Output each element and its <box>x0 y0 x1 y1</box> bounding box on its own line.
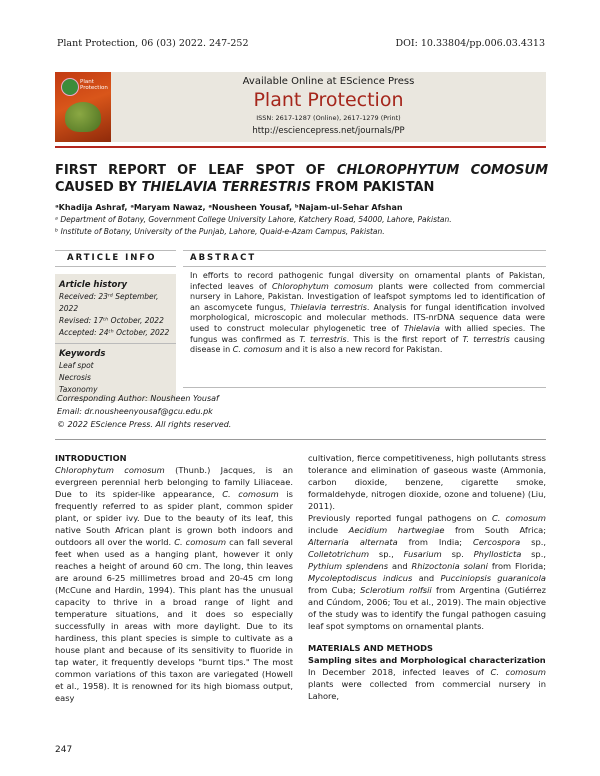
title-species-2: THIELAVIA TERRESTRIS <box>141 180 311 195</box>
page-number: 247 <box>55 745 73 755</box>
species-name: Alternaria alternata <box>308 537 398 547</box>
methods-paragraph <box>308 666 546 702</box>
pathogens-paragraph <box>308 512 546 632</box>
cover-title-line1: Plant <box>80 79 94 85</box>
abstract-species: T. terrestris <box>299 334 347 344</box>
species-name: Chlorophytum comosum <box>55 465 165 475</box>
body-text: (Thunb.) Jacques, is an evergreen perennial herb belonging to family Liliaceae. Due to its spider-like appearance, <box>55 465 293 499</box>
revised-date: Revised: 17ᵗʰ October, 2022 <box>59 316 164 325</box>
abstract-heading: ABSTRACT <box>190 253 257 263</box>
copyright-notice: © 2022 EScience Press. All rights reserved. <box>57 420 232 429</box>
body-text: from Argentina (Gutiérrez and Cúndom, 2006; Tou et al., 2019). The main objective of the study was to identify the fungal pathogen casuing leaf spot symptoms on ornamental plants. <box>308 585 546 631</box>
accepted-date: Accepted: 24ᵗʰ October, 2022 <box>59 328 170 337</box>
keyword-item: Leaf spot <box>59 361 94 370</box>
affiliation-a: ᵃ Department of Botany, Government College University Lahore, Katchery Road, 54000, Lahore, Pakistan. <box>55 215 452 224</box>
abstract-species: Thielavia <box>403 323 440 333</box>
species-name: C. comosum <box>490 667 546 677</box>
corresponding-author: Corresponding Author: Nousheen Yousaf <box>57 394 219 403</box>
abstract-part: In efforts to record pathogenic fungal diversity on ornamental plants of Pakistan, infected leaves of <box>190 271 545 291</box>
abstract-part: plants were collected from commercial nursery in Lahore, Pakistan. Investigation of leafspot symptoms led to identification of an ascomycete fungus, <box>190 281 545 312</box>
title-text-3: FROM PAKISTAN <box>310 180 435 195</box>
journal-logo-icon <box>61 78 79 96</box>
received-date: Received: 23ʳᵈ September, 2022 <box>59 292 159 313</box>
abstract-part: and it is also a new record for Pakistan. <box>282 345 443 355</box>
abstract-part: . This is the first report of <box>346 334 463 344</box>
sampling-subheading: Sampling sites and Morphological characterization <box>308 655 546 665</box>
body-text: from Florida; <box>487 561 546 571</box>
species-name: Cercospora <box>473 537 521 547</box>
running-header-citation: Plant Protection, 06 (03) 2022. 247-252 <box>57 38 249 49</box>
title-text-1: FIRST REPORT OF LEAF SPOT OF <box>55 163 337 178</box>
corresponding-email[interactable]: Email: dr.nousheenyousaf@gcu.edu.pk <box>57 407 213 416</box>
affiliation-b: ᵇ Institute of Botany, University of the Punjab, Lahore, Quaid-e-Azam Campus, Pakistan. <box>55 227 385 236</box>
article-info-heading: ARTICLE INFO <box>67 253 157 263</box>
article-history-heading: Article history <box>59 280 128 290</box>
body-text: plants were collected from commercial nursery in Lahore, <box>308 679 546 701</box>
running-header-doi: DOI: 10.33804/pp.006.03.4313 <box>395 38 545 49</box>
journal-title: Plant Protection <box>253 89 404 111</box>
body-divider <box>55 439 546 440</box>
abstract-part: causing disease in <box>190 334 545 355</box>
body-text: is frequently referred to as spider plant, common spider plant, or spider ivy. Due to the beauty of its leaf, this native South African plant is grown both indoors and outdoors all over the world. <box>55 489 294 547</box>
abstract-part: . Analysis for fungal identification involved morphological, microscopic and molecular methods. ITS-nrDNA sequence data were used to construct molecular phylogenetic tree of <box>190 302 546 333</box>
species-name: C. comosum <box>491 513 547 523</box>
body-text: sp. <box>441 549 474 559</box>
introduction-paragraph <box>55 464 293 704</box>
abstract-part: with allied species. The fungus was confirmed as <box>190 323 546 344</box>
species-name: Colletotrichum <box>308 549 370 559</box>
abstract-bottom-rule <box>183 387 546 388</box>
title-text-2: CAUSED BY <box>55 180 142 195</box>
keyword-item: Necrosis <box>59 373 91 382</box>
article-info-box <box>55 274 176 401</box>
issn-line: ISSN: 2617-1287 (Online), 2617-1279 (Print) <box>256 114 401 122</box>
body-text: from Cuba; <box>308 585 361 595</box>
species-name: Aecidium hartwegiae <box>348 525 445 535</box>
body-text: and <box>412 573 441 583</box>
abstract-species: C. comosum <box>232 345 283 355</box>
keyword-item: Taxonomy <box>59 385 98 394</box>
species-name: Sclerotium rolfsii <box>360 585 432 595</box>
available-online: Available Online at EScience Press <box>242 76 415 87</box>
body-text: sp., <box>369 549 404 559</box>
journal-cover-image <box>55 72 111 142</box>
species-name: Rhizoctonia solani <box>411 561 488 571</box>
author-list: ᵃKhadija Ashraf, ᵃMaryam Nawaz, ᵃNousheen Yousaf, ᵇNajam-ul-Sehar Afshan <box>55 203 403 212</box>
masthead-rule <box>55 146 546 148</box>
species-name: Pucciniopsis guaranicola <box>440 573 547 583</box>
species-name: Pythium splendens <box>308 561 389 571</box>
body-column-left <box>55 452 293 704</box>
species-name: Phyllosticta <box>473 549 522 559</box>
species-name: C. comosum <box>174 537 227 547</box>
leaf-illustration <box>65 102 101 132</box>
introduction-heading: INTRODUCTION <box>55 453 127 463</box>
abstract-species: T. terrestris <box>462 334 510 344</box>
materials-methods-heading: MATERIALS AND METHODS <box>308 643 433 653</box>
body-text: include <box>308 525 349 535</box>
body-text: from South Africa; <box>444 525 547 535</box>
body-column-right <box>308 452 546 702</box>
cover-title <box>80 79 108 91</box>
species-name: Mycoleptodiscus indicus <box>308 573 413 583</box>
body-paragraph: cultivation, fierce competitiveness, high pollutants stress tolerance and elimination of gaseous waste (Ammonia, carbon dioxide, benzene, cigarette smoke, formaldehyde, nitrogen dioxide, ozone and toluene) (Liu, 2011). <box>308 453 546 511</box>
abstract-species: Chlorophytum comosum <box>271 281 374 291</box>
journal-url[interactable]: http://esciencepress.net/journals/PP <box>252 126 405 136</box>
cover-title-line2: Protection <box>80 85 108 91</box>
body-text: Previously reported fungal pathogens on <box>308 513 492 523</box>
body-text: from India; <box>397 537 474 547</box>
species-name: C. comosum <box>222 489 279 499</box>
species-name: Fusarium <box>403 549 442 559</box>
keywords-heading: Keywords <box>59 349 106 359</box>
body-text: sp., <box>521 549 546 559</box>
body-text: and <box>388 561 412 571</box>
body-text: can fall several feet when used as a hanging plant, however it only reaches a height of around 60 cm. The long, thin leaves are around 6-25 millimetres broad and 20-45 cm long (McCune and Hardin, 1994). This plant has the unusual capacity to thrive in a broad range of light and temperature situations, and it does so especially successfully in areas with more daylight. Due to its hardiness, this plant species is simple to cultivate as a house plant and because of its sensitivity to fluoride in tap water, it frequently develops "burnt tips." The most common variations of this taxon are variegated (Howell et al., 1958). It is renowned for its high biomass output, easy <box>55 537 293 703</box>
body-text: In December 2018, infected leaves of <box>308 667 491 677</box>
abstract-text <box>190 271 545 356</box>
abstract-species: Thielavia terrestris <box>290 302 367 312</box>
body-text: sp., <box>520 537 546 547</box>
title-species-1: CHLOROPHYTUM COMOSUM <box>336 163 549 178</box>
article-title <box>55 162 548 196</box>
